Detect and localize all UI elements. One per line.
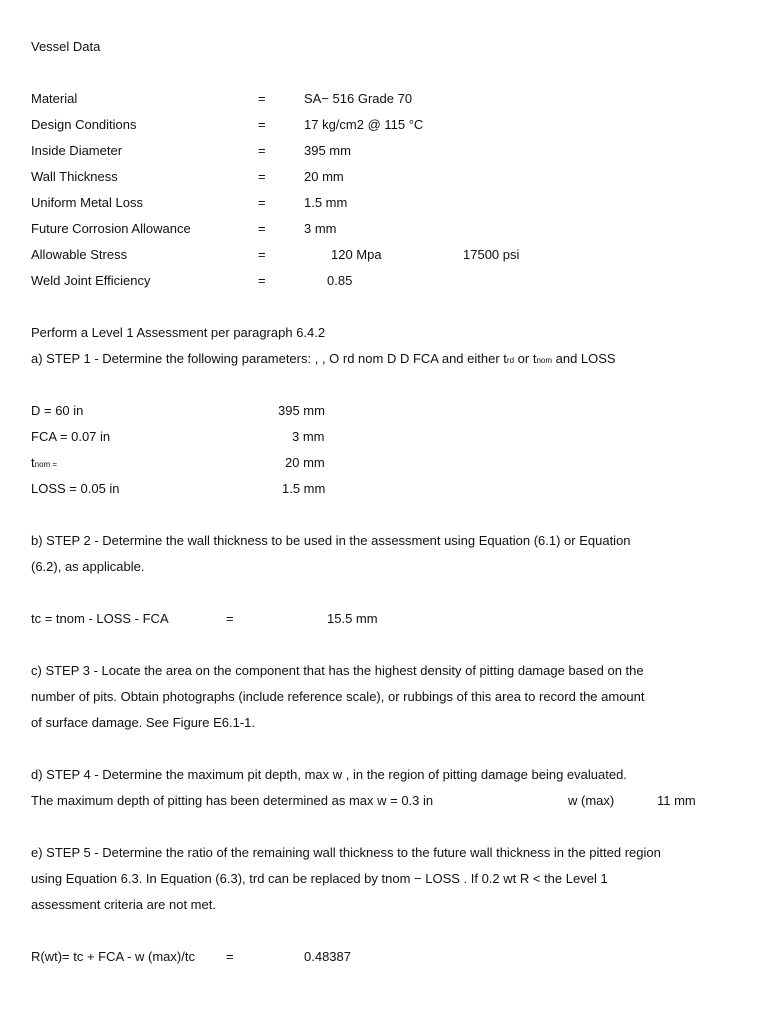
param-fca-value: 3 mm <box>292 429 325 444</box>
step5-equals: = <box>226 949 234 964</box>
inside-diameter-label: Inside Diameter <box>31 143 123 158</box>
step5-formula: R(wt)= tc + FCA - w (max)/tc <box>31 949 195 964</box>
param-tnom-value: 20 mm <box>285 455 325 470</box>
step4-line1: d) STEP 4 - Determine the maximum pit depth, max w , in the region of pitting damage being evaluated. <box>31 767 627 782</box>
weld-efficiency-equals: = <box>258 273 266 288</box>
step2-equals: = <box>226 611 234 626</box>
step4-w-value: 11 mm <box>657 793 696 808</box>
param-d-label: D = 60 in <box>31 403 84 418</box>
step3-line2: number of pits. Obtain photographs (include reference scale), or rubbings of this area to record the amount <box>31 689 645 704</box>
param-tnom-label: tnom = <box>31 455 58 470</box>
param-d-value: 395 mm <box>278 403 325 418</box>
assessment-intro: Perform a Level 1 Assessment per paragraph 6.4.2 <box>31 325 326 340</box>
step2-result: 15.5 mm <box>327 611 378 626</box>
allowable-stress-value: 120 Mpa <box>331 247 382 262</box>
corrosion-allowance-value: 3 mm <box>304 221 337 236</box>
wall-thickness-label: Wall Thickness <box>31 169 118 184</box>
material-equals: = <box>258 91 266 106</box>
corrosion-allowance-equals: = <box>258 221 266 236</box>
step3-line3: of surface damage. See Figure E6.1-1. <box>31 715 256 730</box>
wall-thickness-value: 20 mm <box>304 169 344 184</box>
step2-line1: b) STEP 2 - Determine the wall thickness to be used in the assessment using Equation (6.1) or Equation <box>31 533 631 548</box>
step1-text: a) STEP 1 - Determine the following parameters: , , O rd nom D D FCA and either trd or tnom and LOSS <box>31 351 616 366</box>
uniform-metal-loss-equals: = <box>258 195 266 210</box>
step5-line1: e) STEP 5 - Determine the ratio of the remaining wall thickness to the future wall thickness in the pitted region <box>31 845 661 860</box>
step2-formula: tc = tnom - LOSS - FCA <box>31 611 169 626</box>
uniform-metal-loss-label: Uniform Metal Loss <box>31 195 143 210</box>
wall-thickness-equals: = <box>258 169 266 184</box>
corrosion-allowance-label: Future Corrosion Allowance <box>31 221 191 236</box>
step3-line1: c) STEP 3 - Locate the area on the component that has the highest density of pitting damage based on the <box>31 663 644 678</box>
allowable-stress-equals: = <box>258 247 266 262</box>
weld-efficiency-label: Weld Joint Efficiency <box>31 273 151 288</box>
step5-line2: using Equation 6.3. In Equation (6.3), trd can be replaced by tnom − LOSS . If 0.2 wt R < the Level 1 <box>31 871 608 886</box>
design-conditions-label: Design Conditions <box>31 117 137 132</box>
step4-w-label: w (max) <box>568 793 615 808</box>
step5-line3: assessment criteria are not met. <box>31 897 216 912</box>
inside-diameter-value: 395 mm <box>304 143 351 158</box>
step4-line2: The maximum depth of pitting has been determined as max w = 0.3 in <box>31 793 434 808</box>
weld-efficiency-value: 0.85 <box>327 273 353 288</box>
param-loss-label: LOSS = 0.05 in <box>31 481 120 496</box>
allowable-stress-label: Allowable Stress <box>31 247 128 262</box>
material-value: SA− 516 Grade 70 <box>304 91 413 106</box>
step5-result: 0.48387 <box>304 949 351 964</box>
allowable-stress-psi: 17500 psi <box>463 247 520 262</box>
uniform-metal-loss-value: 1.5 mm <box>304 195 348 210</box>
param-loss-value: 1.5 mm <box>282 481 326 496</box>
design-conditions-equals: = <box>258 117 266 132</box>
param-fca-label: FCA = 0.07 in <box>31 429 111 444</box>
step2-line2: (6.2), as applicable. <box>31 559 145 574</box>
inside-diameter-equals: = <box>258 143 266 158</box>
design-conditions-value: 17 kg/cm2 @ 115 °C <box>304 117 424 132</box>
section-title: Vessel Data <box>31 39 101 54</box>
material-label: Material <box>31 91 78 106</box>
